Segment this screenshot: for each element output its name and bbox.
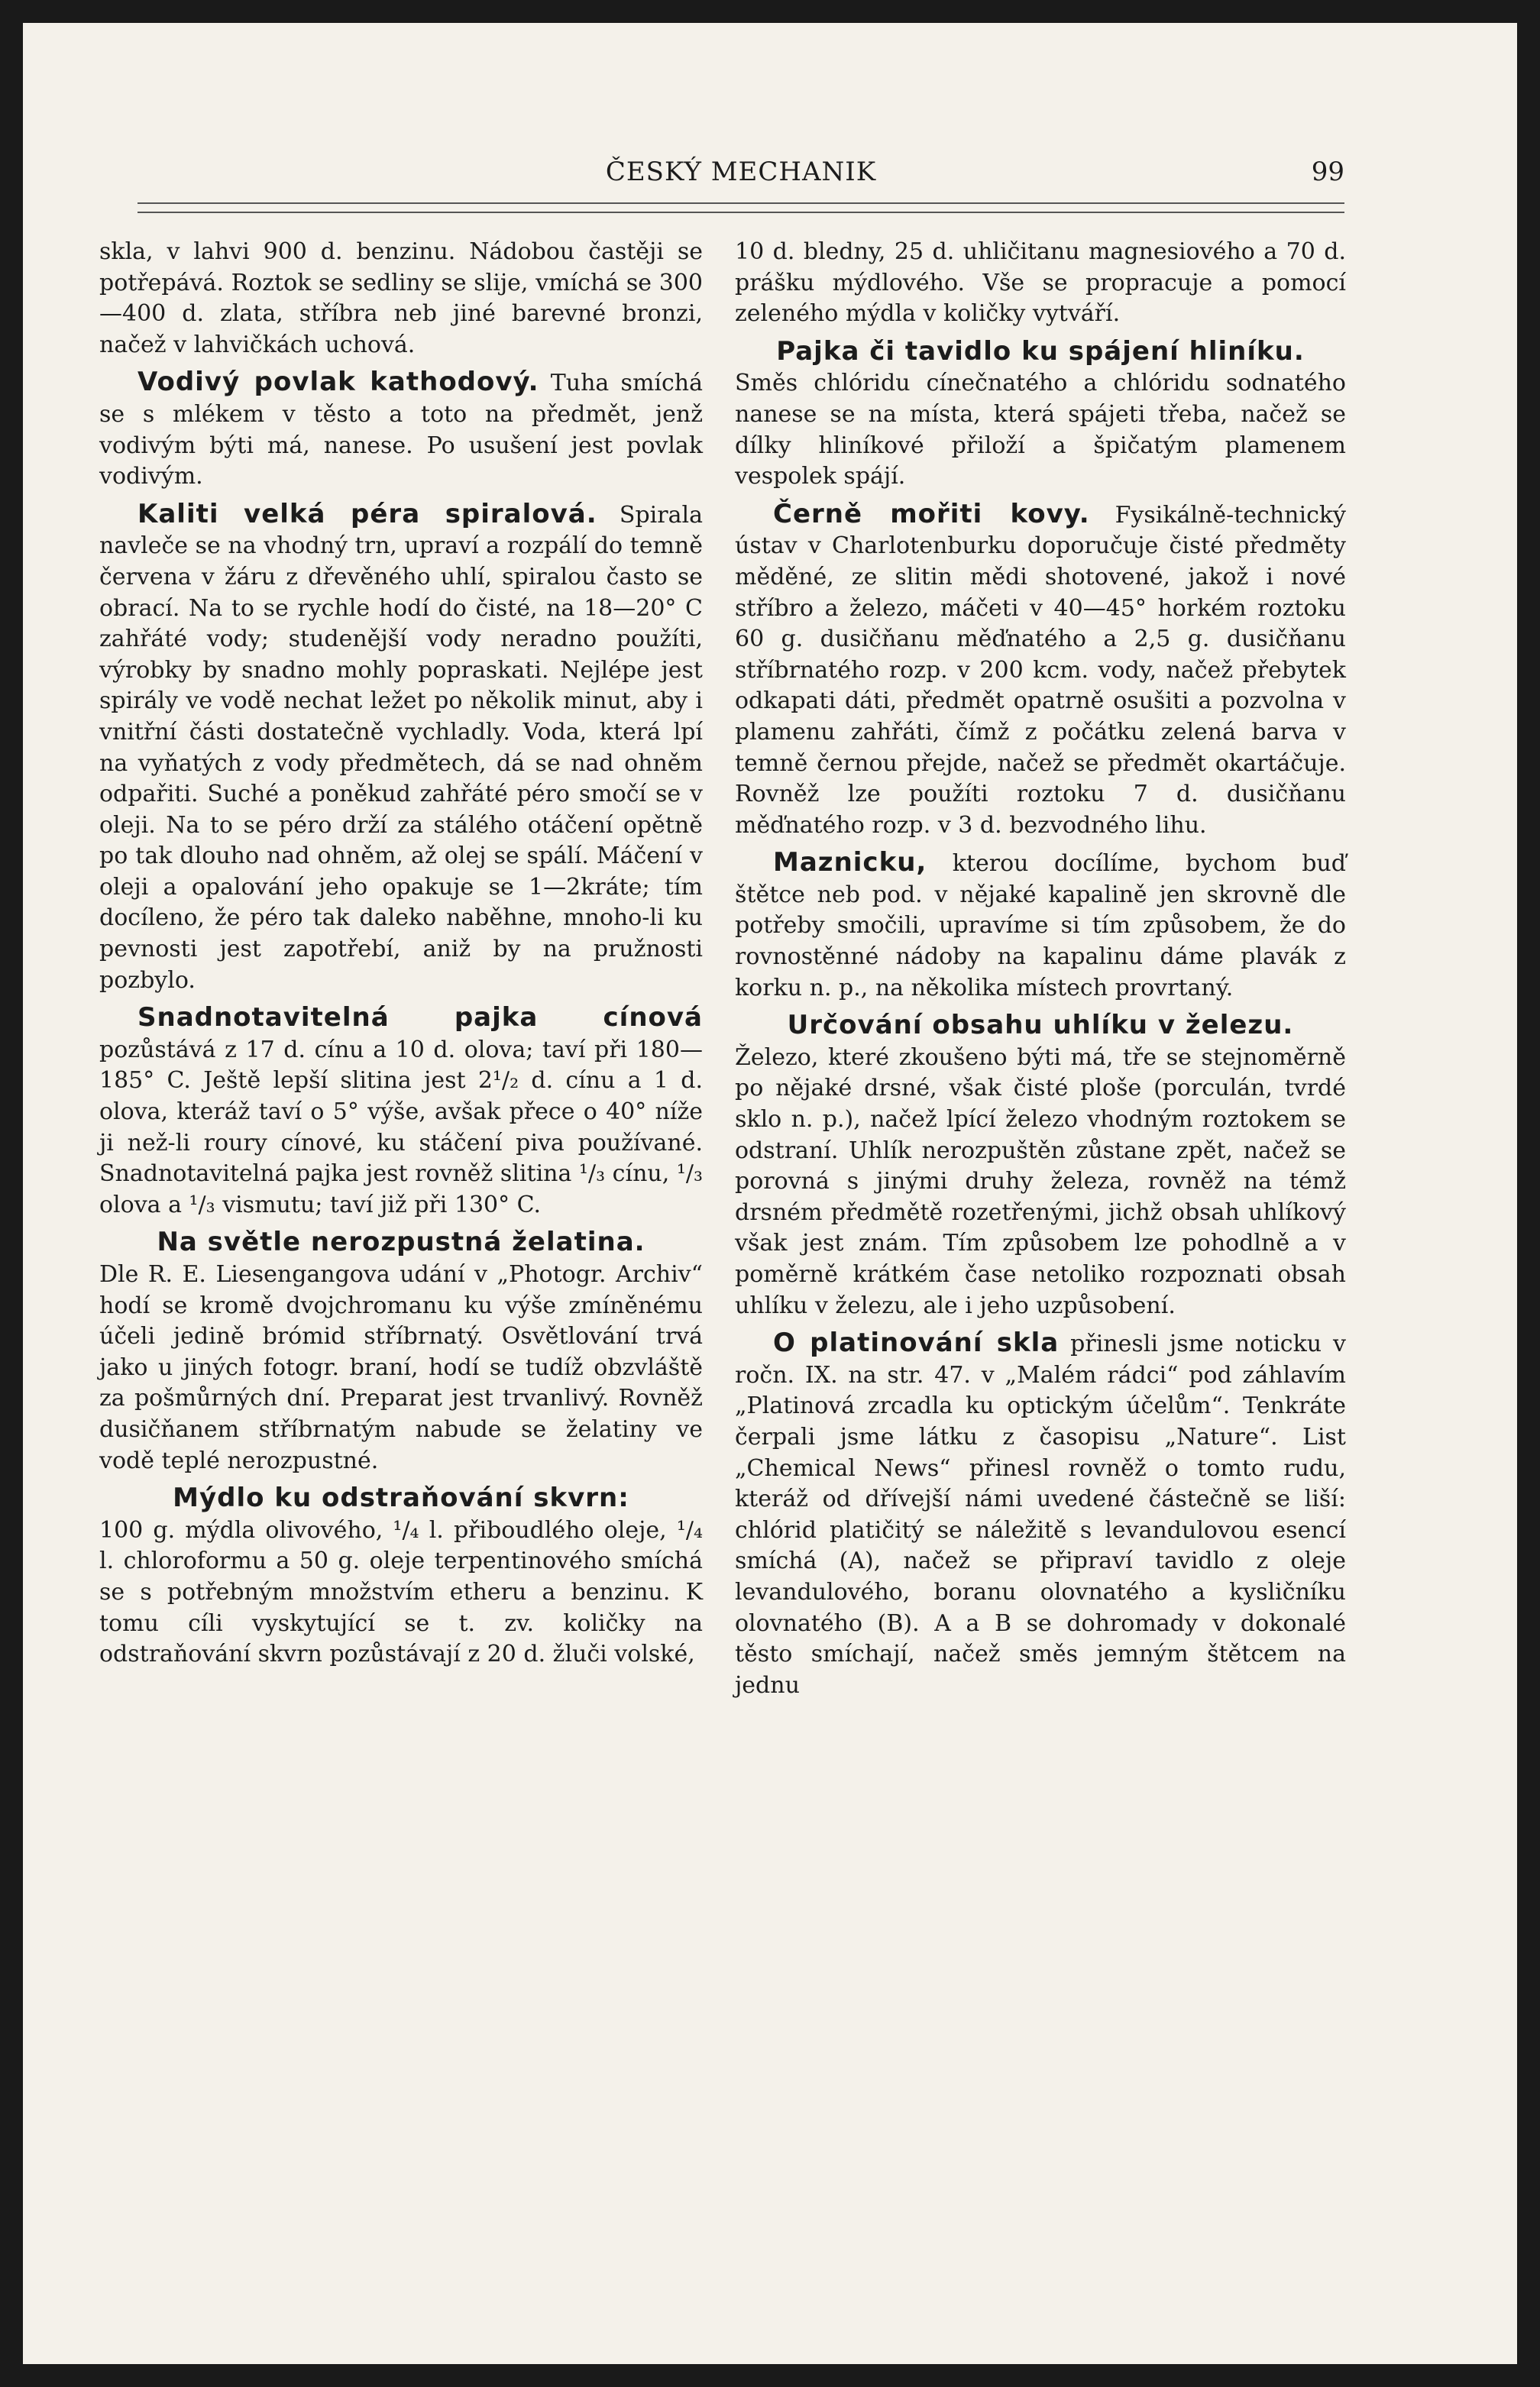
article-text: Železo, které zkoušeno býti má, tře se stejnoměrně po nějaké drsné, však čisté ploše (porculán, tvrdé sklo n. p.), načež lpící železo vhodným roztokem se odstraní. Uhlík nerozpuštěn zůstane zpět, načež se porovná s jinými druhy železa, rovněž na témž drsném předmětě rozetřenými, jichž obsah uhlíkový však jest znám. Tím způsobem lze pohodlně a v poměrně krátkém čase netoliko rozpoznati obsah uhlíku v železu, ale i jeho uzpůsobení. — [735, 1043, 1346, 1319]
journal-title: ČESKÝ MECHANIK — [605, 157, 877, 187]
article — [99, 1002, 703, 1221]
paragraph-text: 10 d. bledny, 25 d. uhličitanu magnesiového a 70 d. prášku mýdlového. Vše se propracuje a pomocí zeleného mýdla v količky vytváří. — [735, 238, 1346, 328]
article — [735, 499, 1346, 842]
article-heading: Maznicku, — [773, 847, 927, 878]
article-heading: Mýdlo ku odstraňování skvrn: — [173, 1483, 629, 1514]
header-rule — [138, 202, 1344, 213]
article-heading: O platinování skla — [773, 1328, 1060, 1359]
right-column — [735, 237, 1346, 1707]
paragraph — [735, 237, 1346, 330]
article-heading: Snadnotavitelná pajka cínová — [138, 1002, 703, 1033]
article-heading: Černě mořiti kovy. — [773, 498, 1090, 529]
paragraph — [99, 237, 703, 361]
article-text: Tuha smíchá se s mlékem v těsto a toto na předmět, jenž vodivým býti má, nanese. Po usušení jest povlak vodivým. — [99, 370, 704, 490]
article-heading: Určování obsahu uhlíku v železu. — [787, 1010, 1294, 1041]
article-text: Dle R. E. Liesengangova udání v „Photogr. Archiv“ hodí se kromě dvojchromanu ku výše zmíněnému účeli jedině brómid stříbrnatý. Osvětlování trvá jako u jiných fotogr. braní, hodí se tudíž obzvláště za pošmůrných dní. Preparat jest trvanlivý. Rovněž dusičňanem stříbrnatým nabude se želatiny ve vodě teplé nerozpustné. — [99, 1261, 703, 1474]
article-text: přinesli jsme noticku v ročn. IX. na str. 47. v „Malém rádci“ pod záhlavím „Platinová zrcadla ku optickým účelům“. Tenkráte čerpali jsme látku z časopisu „Nature“. List „Chemical News“ přinesl rovněž o tomto rudu, kteráž od dřívejší námi uvedené částečně se liší: chlórid platičitý se náležitě s levandulovou esencí smíchá (A), načež se připraví tavidlo z oleje levandulového, boranu olovnatého a kysličníku olovnatého (B). A a B se dohromady v dokonalé těsto smíchají, načež směs jemným štětcem na jednu — [735, 1331, 1346, 1699]
running-header — [138, 157, 1344, 202]
article — [99, 367, 703, 492]
article-text: 100 g. mýdla olivového, ¹/₄ l. přiboudlého oleje, ¹/₄ l. chloroformu a 50 g. oleje terpentinového smíchá se s potřebným množstvím etheru a benzinu. K tomu cíli vyskytující se t. zv. količky na odstraňování skvrn pozůstávají z 20 d. žluči volské, — [99, 1516, 703, 1668]
article-text: Fysikálně-technický ústav v Charlotenburku doporučuje čisté předměty měděné, ze slitin mědi shotovené, jakož i nové stříbro a železo, máčeti v 40—45° horkém roztoku 60 g. dusičňanu měďnatého a 2,5 g. dusičňanu stříbrnatého rozp. v 200 kcm. vody, načež přebytek odkapati dáti, předmět opatrně osušiti a pozvolna v plamenu zahřáti, čímž z počátku zelená barva v temně černou přejde, načež se předmět okartáčuje. Rovněž lze použíti roztoku 7 d. dusičňanu měďnatého rozp. v 3 d. bezvodného lihu. — [735, 501, 1346, 839]
article — [99, 499, 703, 997]
article-text: pozůstává z 17 d. cínu a 10 d. olova; taví při 180—185° C. Ještě lepší slitina jest 2¹/₂ d. cínu a 1 d. olova, kteráž taví o 5° výše, avšak přece o 40° níže ji než-li roury cínové, ku stáčení piva používané. Snadnotavitelná pajka jest rovněž slitina ¹/₃ cínu, ¹/₃ olova a ¹/₃ vismutu; taví již při 130° C. — [99, 1036, 703, 1218]
article-heading: Pajka či tavidlo ku spájení hliníku. — [776, 335, 1305, 367]
article-heading: Na světle nerozpustná želatina. — [157, 1227, 645, 1258]
article-text: kterou docílíme, bychom buď štětce neb pod. v nějaké kapalině jen skrovně dle potřeby smočili, upravíme si tím způsobem, že do rovnostěnné nádoby na kapalinu dáme plavák z korku n. p., na několika místech provrtaný. — [735, 850, 1346, 1001]
article-heading: Vodivý povlak kathodový. — [138, 367, 539, 398]
page-number: 99 — [1311, 157, 1344, 187]
article — [735, 847, 1346, 1004]
article-heading: Kaliti velká péra spiralová. — [138, 498, 597, 529]
page — [23, 23, 1517, 2364]
article — [735, 1328, 1346, 1701]
article-text: Směs chlóridu cínečnatého a chlóridu sodnatého nanese se na místa, která spájeti třeba, načež se dílky hliníkové přiloží a špičatým plamenem vespolek spájí. — [735, 370, 1346, 490]
paragraph-text: skla, v lahvi 900 d. benzinu. Nádobou častěji se potřepává. Roztok se sedliny se slije, vmíchá se 300—400 d. zlata, stříbra neb jiné barevné bronzi, načež v lahvičkách uchová. — [99, 238, 703, 358]
article-text: Spirala navleče se na vhodný trn, upraví a rozpálí do temně červena v žáru z dřevěného uhlí, spiralou často se obrací. Na to se rychle hodí do čisté, na 18—20° C zahřáté vody; studenější vody neradno použíti, výrobky by snadno mohly popraskati. Nejlépe jest spirály ve vodě nechat ležet po několik minut, aby i vnitřní části dostatečně vychladly. Voda, která lpí na vyňatých z vody předmětech, dá se nad ohněm odpařiti. Suché a poněkud zahřáté péro smočí se v oleji. Na to se péro drží za stálého otáčení opětně po tak dlouho nad ohněm, až olej se spálí. Máčení v oleji a opalování jeho opakuje se 1—2kráte; tím docíleno, že péro tak daleko naběhne, mnoho-li ku pevnosti jest zapotřebí, aniž by na pružnosti pozbylo. — [99, 501, 703, 994]
left-column — [99, 237, 703, 1677]
